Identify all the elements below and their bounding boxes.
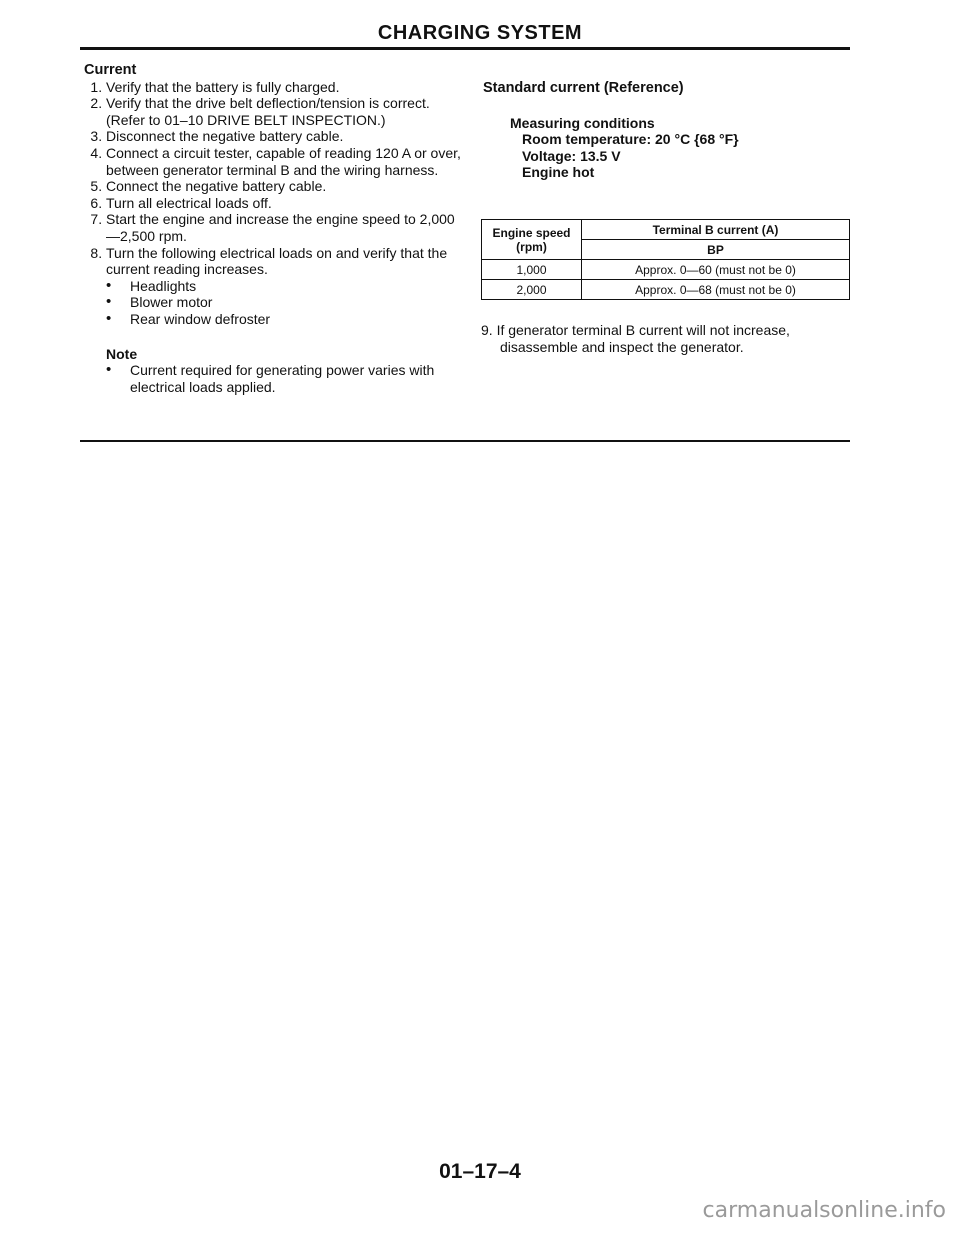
engine-speed-header: Engine speed (rpm) [482, 220, 582, 260]
footer-rule [80, 440, 850, 442]
watermark: carmanualsonline.info [702, 1198, 946, 1223]
note-title: Note [106, 345, 138, 362]
step-4: 4. Connect a circuit tester, capable of reading 120 A or over, between generator terminal B and the wiring harness. [106, 145, 464, 178]
step-2: 2. Verify that the drive belt deflection/tension is correct. (Refer to 01–10 DRIVE BELT INSPECTION.) [106, 95, 464, 128]
electrical-loads-list [84, 278, 464, 328]
standard-current-section [483, 80, 853, 181]
terminal-b-current-header: Terminal B current (A) [582, 220, 850, 240]
current-cell: Approx. 0—60 (must not be 0) [582, 260, 850, 280]
step-5: 5. Connect the negative battery cable. [106, 178, 464, 195]
standard-current-title: Standard current (Reference) [483, 80, 684, 96]
standard-current-table [481, 219, 850, 300]
measuring-conditions [483, 115, 853, 181]
current-section-title: Current [84, 62, 137, 78]
table-row [482, 280, 850, 300]
load-item: • Headlights [130, 278, 464, 295]
current-cell: Approx. 0—68 (must not be 0) [582, 280, 850, 300]
condition-engine: Engine hot [522, 164, 595, 181]
condition-voltage: Voltage: 13.5 V [522, 147, 621, 164]
condition-room-temperature: Room temperature: 20 °C {68 °F} [522, 131, 739, 148]
page-header-title: CHARGING SYSTEM [377, 22, 583, 44]
step-8: 8. Turn the following electrical loads on and verify that the current reading increases. [106, 245, 464, 278]
load-item: • Blower motor [130, 294, 464, 311]
note-block [84, 346, 464, 396]
table-row [482, 260, 850, 280]
load-item: • Rear window defroster [130, 311, 464, 328]
current-section [84, 62, 464, 395]
note-item: • Current required for generating power varies with electrical loads applied. [130, 362, 464, 395]
conditions-title: Measuring conditions [510, 114, 655, 131]
step-9 [481, 322, 851, 355]
step-6: 6. Turn all electrical loads off. [106, 195, 464, 212]
step-9-line-2: disassemble and inspect the generator. [500, 338, 744, 355]
engine-speed-cell: 1,000 [482, 260, 582, 280]
note-list [106, 362, 464, 395]
engine-speed-cell: 2,000 [482, 280, 582, 300]
current-steps-list [84, 79, 464, 278]
header-rule [80, 47, 850, 50]
step-3: 3. Disconnect the negative battery cable. [106, 128, 464, 145]
step-7: 7. Start the engine and increase the engine speed to 2,000—2,500 rpm. [106, 211, 464, 244]
page-number: 01–17–4 [439, 1160, 521, 1183]
bp-subheader: BP [582, 240, 850, 260]
step-1: 1. Verify that the battery is fully charged. [106, 79, 464, 96]
step-9-line-1: 9. If generator terminal B current will not increase, [481, 322, 790, 338]
